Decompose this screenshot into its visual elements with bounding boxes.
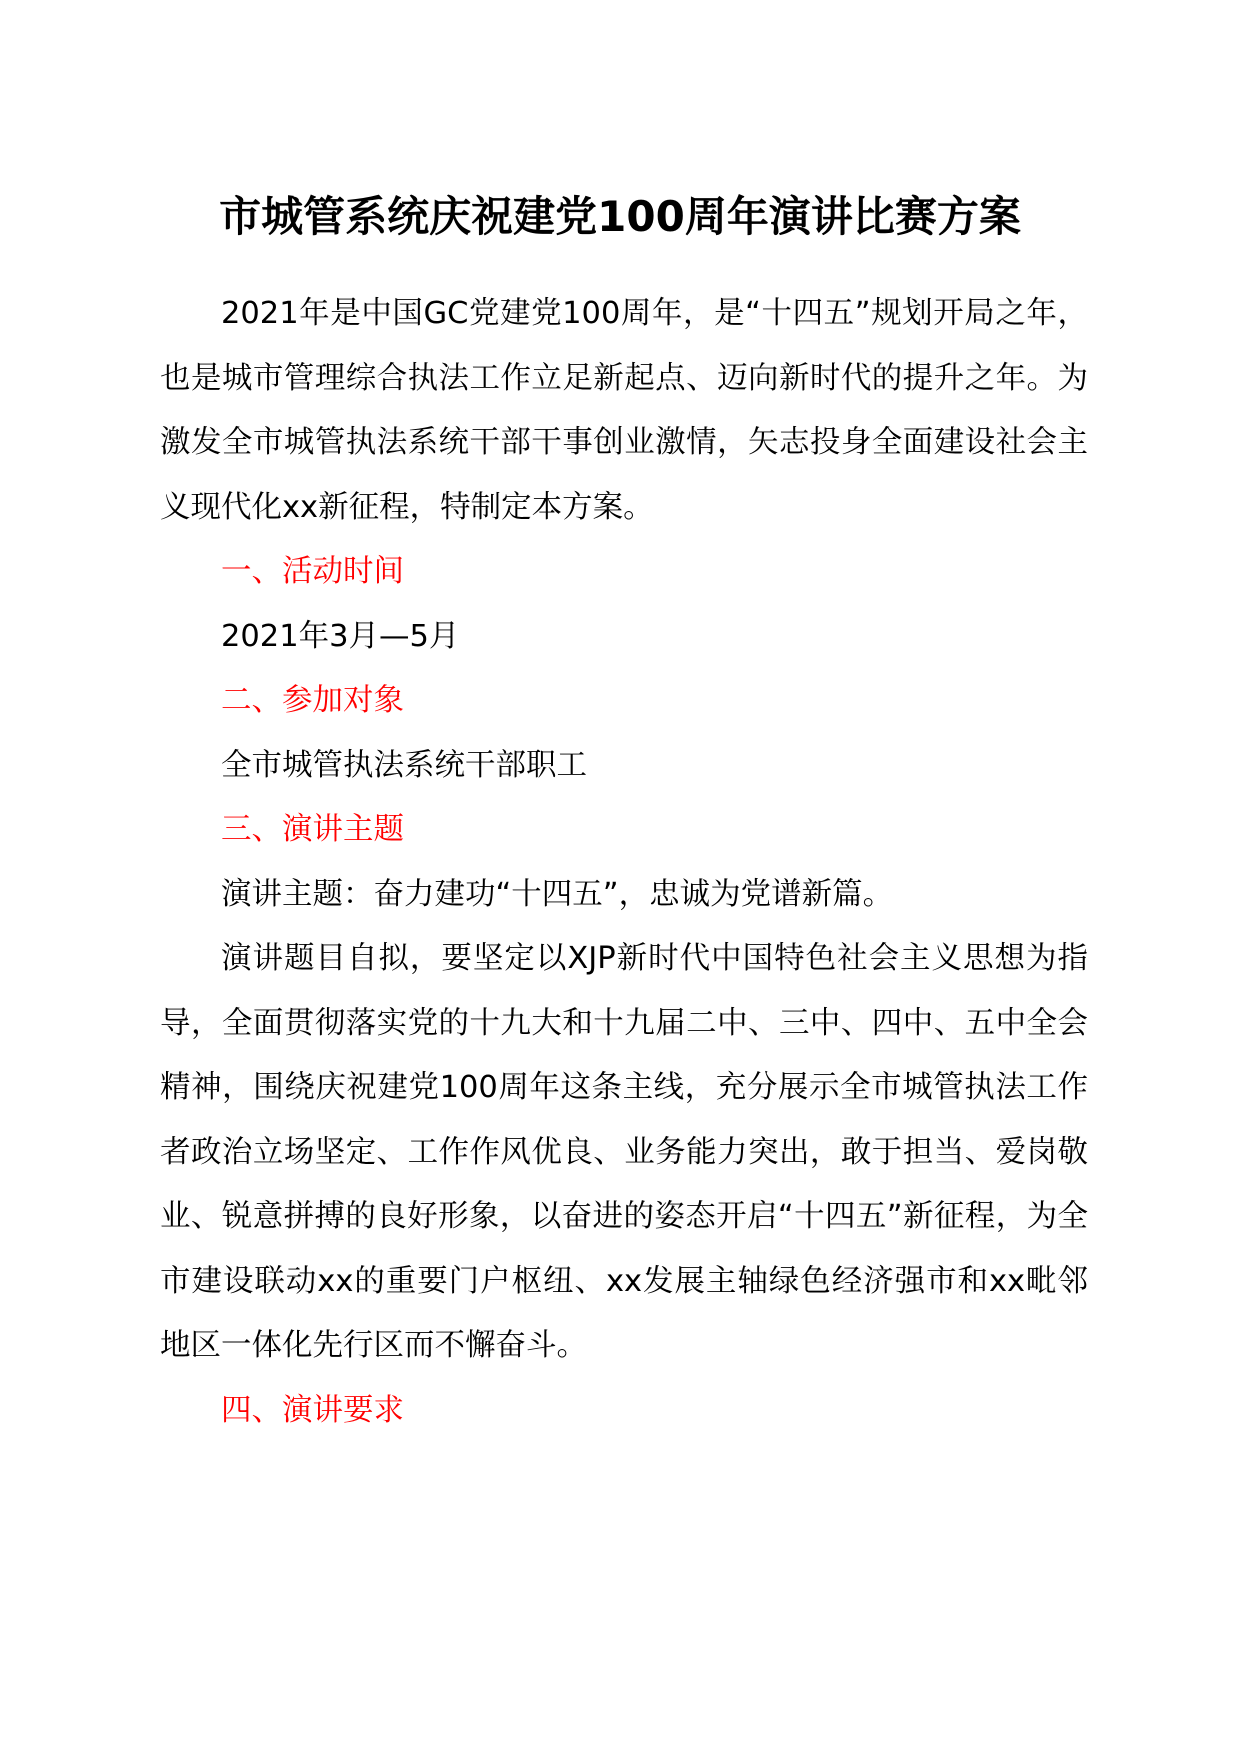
intro-paragraph: 2021年是中国GC党建党100周年，是“十四五”规划开局之年，也是城市管理综合执法工作立足新起点、迈向新时代的提升之年。为激发全市城管执法系统干部干事创业激情，矢志投身全面建设社会主义现代化xx新征程，特制定本方案。 — [160, 296, 1088, 525]
section-heading-participants: 二、参加对象 — [221, 683, 404, 718]
document-title: 市城管系统庆祝建党100周年演讲比赛方案 — [219, 192, 1021, 241]
section-heading-speech-theme: 三、演讲主题 — [221, 812, 404, 847]
section-heading-activity-time: 一、活动时间 — [221, 554, 404, 589]
section-heading-speech-requirements: 四、演讲要求 — [221, 1392, 404, 1428]
activity-time-text: 2021年3月—5月 — [221, 618, 460, 654]
participants-text: 全市城管执法系统干部职工 — [221, 747, 587, 783]
speech-theme-text: 演讲主题：奋力建功“十四五”，忠诚为党谱新篇。 — [221, 876, 894, 912]
document-body — [160, 282, 1088, 1443]
speech-topic-paragraph: 演讲题目自拟，要坚定以XJP新时代中国特色社会主义思想为指导，全面贯彻落实党的十九大和十九届二中、三中、四中、五中全会精神，围绕庆祝建党100周年这条主线，充分展示全市城管执法工作者政治立场坚定、工作作风优良、业务能力突出，敢于担当、爱岗敬业、锐意拼搏的良好形象，以奋进的姿态开启“十四五”新征程，为全市建设联动xx的重要门户枢纽、xx发展主轴绿色经济强市和xx毗邻地区一体化先行区而不懈奋斗。 — [160, 941, 1088, 1363]
